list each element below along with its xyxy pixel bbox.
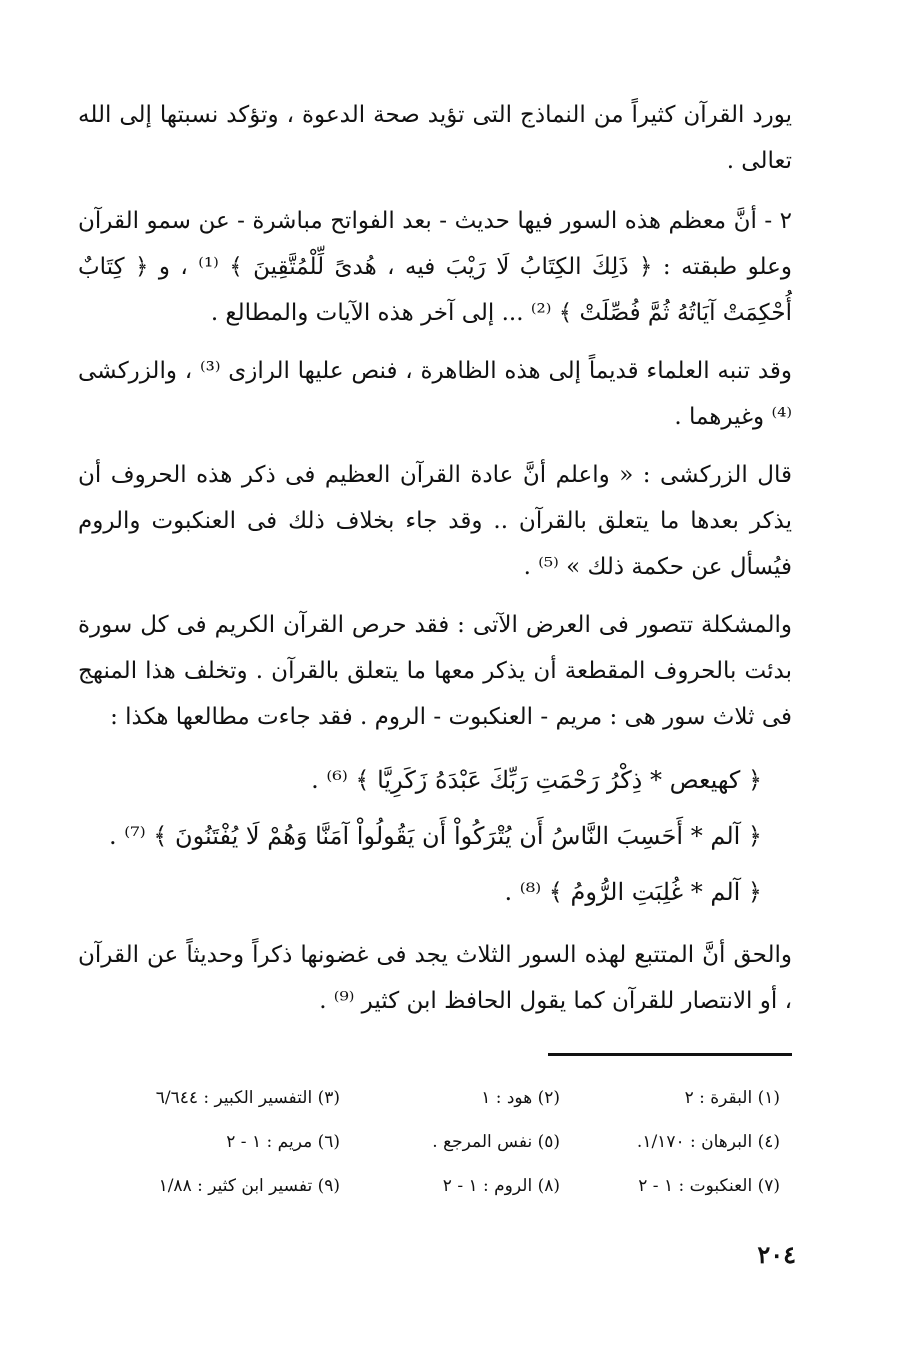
- footnote-5: (٥) نفس المرجع .: [432, 1132, 560, 1152]
- paragraph-closing: والحق أنَّ المتتبع لهذه السور الثلاث يجد فى غضونها ذكراً وحديثاً عن القرآن ، أو الانتصار للقرآن كما يقول الحافظ ابن كثير ⁽⁹⁾ .: [78, 942, 792, 1014]
- footnote-row: [120, 1076, 780, 1120]
- paragraph-1: يورد القرآن كثيراً من النماذج التى تؤيد صحة الدعوة ، وتؤكد نسبتها إلى الله تعالى .: [78, 102, 792, 174]
- main-text: [78, 92, 792, 1036]
- footnote-6: (٦) مريم : ١ - ٢: [226, 1132, 340, 1152]
- paragraph-2: ٢ - أنَّ معظم هذه السور فيها حديث - بعد الفواتح مباشرة - عن سمو القرآن وعلو طبقته : ﴿ ذَلِكَ الكِتَابُ لَا رَيْبَ فيه ، هُدىً لِّلْمُتَّقِينَ ﴾ ⁽¹⁾ ، و ﴿ كِتَابٌ أُحْكِمَتْ آيَاتُهُ ثُمَّ فُصِّلَتْ ﴾ ⁽²⁾ ... إلى آخر هذه الآيات والمطالع .: [78, 208, 792, 326]
- footnote-row: [120, 1164, 780, 1208]
- footnote-8: (٨) الروم : ١ - ٢: [442, 1176, 560, 1196]
- verse-rum: ﴿ آلم * غُلِبَتِ الرُّومُ ﴾ ⁽⁸⁾ .: [504, 878, 762, 906]
- footnotes: [120, 1076, 780, 1208]
- verse-maryam: ﴿ كهيعص * ذِكْرُ رَحْمَتِ رَبِّكَ عَبْدَهُ زَكَرِيَّا ﴾ ⁽⁶⁾ .: [311, 766, 762, 794]
- footnote-7: (٧) العنكبوت : ١ - ٢: [638, 1176, 780, 1196]
- paragraph-4-quote: قال الزركشى : « واعلم أنَّ عادة القرآن العظيم فى ذكر هذه الحروف أن يذكر بعدها ما يتعلق بالقرآن .. وقد جاء بخلاف ذلك فى العنكبوت والروم فيُسأل عن حكمة ذلك » ⁽⁵⁾ .: [78, 462, 792, 580]
- footnote-row: [120, 1120, 780, 1164]
- page-number: ٢٠٤: [757, 1240, 796, 1269]
- footnote-divider: [548, 1053, 792, 1056]
- verses-block: [78, 752, 792, 920]
- footnote-4: (٤) البرهان : ١/١٧٠.: [636, 1132, 780, 1152]
- footnote-2: (٢) هود : ١: [481, 1088, 560, 1108]
- paragraph-3: وقد تنبه العلماء قديماً إلى هذه الظاهرة ، فنص عليها الرازى ⁽³⁾ ، والزركشى ⁽⁴⁾ وغيرهما .: [78, 358, 792, 430]
- verse-ankabut: ﴿ آلم * أَحَسِبَ النَّاسُ أَن يُتْرَكُواْ أَن يَقُولُواْ آمَنَّا وَهُمْ لَا يُفْتَنُونَ ﴾ ⁽⁷⁾ .: [108, 822, 762, 850]
- footnote-1: (١) البقرة : ٢: [684, 1088, 780, 1108]
- paragraph-5: والمشكلة تتصور فى العرض الآتى : فقد حرص القرآن الكريم فى كل سورة بدئت بالحروف المقطعة أن يذكر معها ما يتعلق بالقرآن . وتخلف هذا المنهج فى ثلاث سور هى : مريم - العنكبوت - الروم . فقد جاءت مطالعها هكذا :: [78, 612, 792, 730]
- footnote-3: (٣) التفسير الكبير : ٦/٦٤٤: [155, 1088, 340, 1108]
- footnote-9: (٩) تفسير ابن كثير : ١/٨٨: [158, 1176, 340, 1196]
